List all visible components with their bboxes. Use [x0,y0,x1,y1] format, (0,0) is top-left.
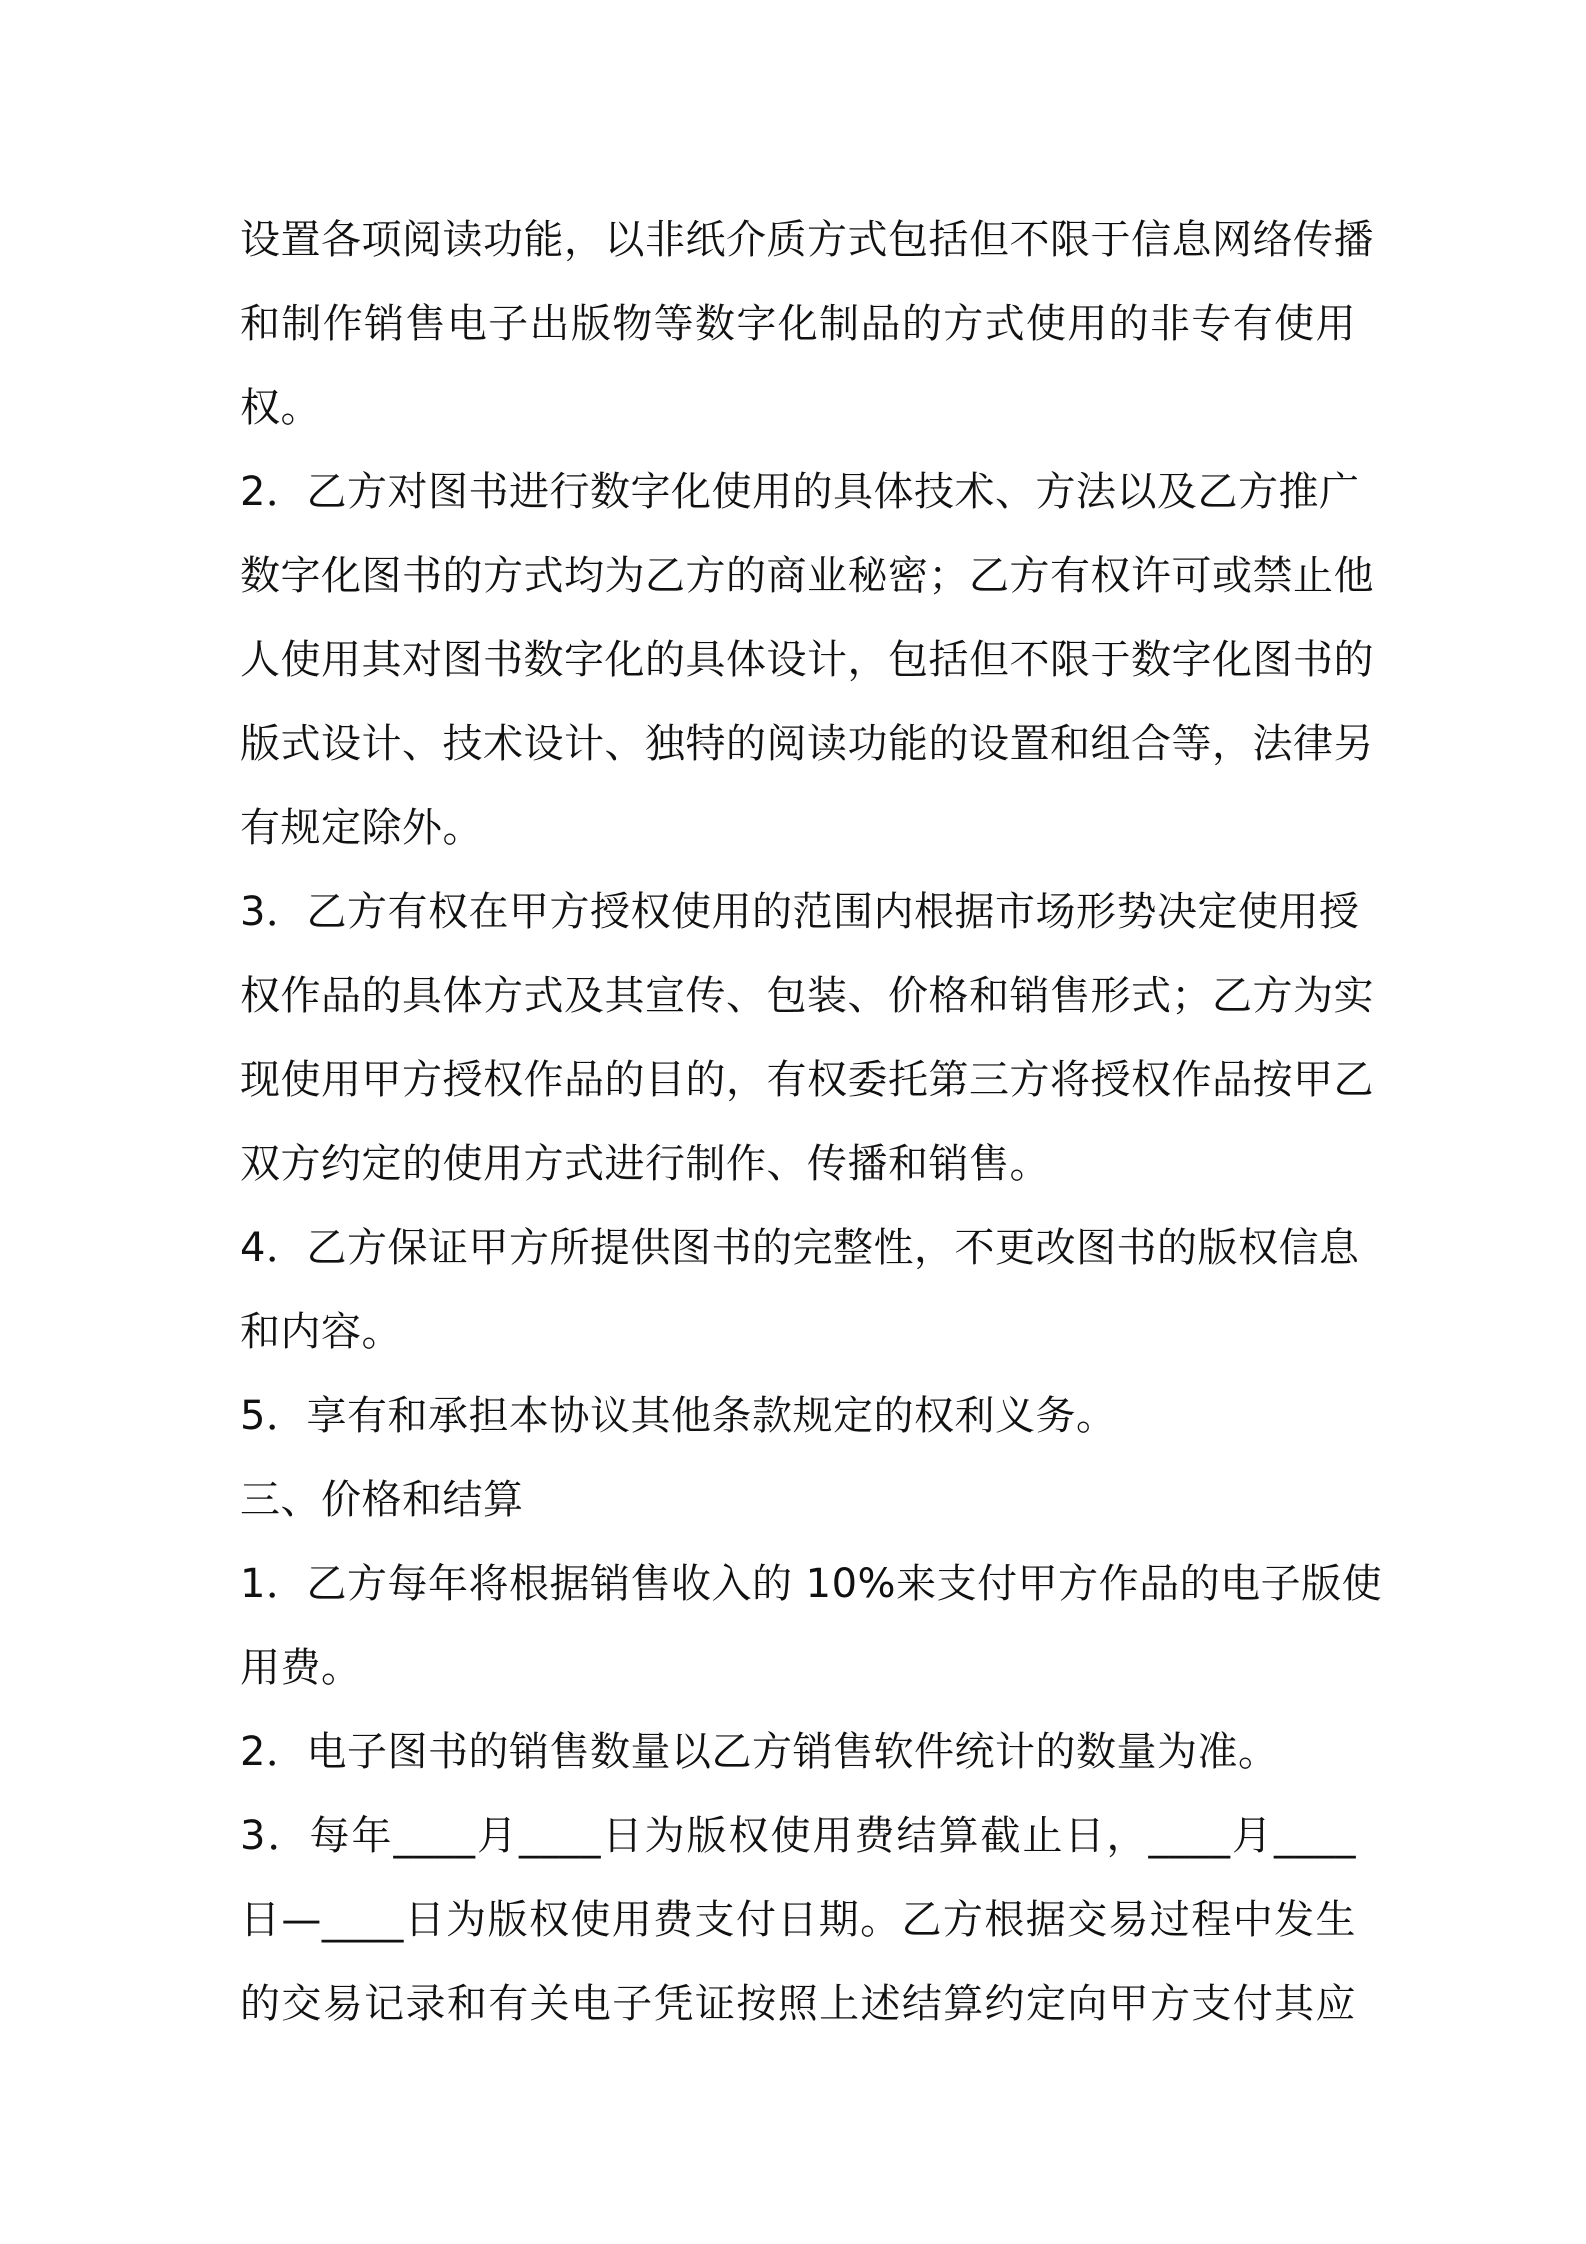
text-line: 有规定除外。 [240,805,483,851]
text-line: 现使用甲方授权作品的目的，有权委托第三方将授权作品按甲乙 [240,1057,1374,1103]
text-line: 双方约定的使用方式进行制作、传播和销售。 [240,1141,1050,1187]
text-line: 和内容。 [240,1309,402,1355]
text-line: 和制作销售电子出版物等数字化制品的方式使用的非专有使用 [240,301,1356,347]
text-line: 4．乙方保证甲方所提供图书的完整性，不更改图书的版权信息 [240,1225,1360,1271]
text-line: 权作品的具体方式及其宣传、包装、价格和销售形式；乙方为实 [240,973,1374,1019]
text-line: 版式设计、技术设计、独特的阅读功能的设置和组合等，法律另 [240,721,1374,767]
text-line: 数字化图书的方式均为乙方的商业秘密；乙方有权许可或禁止他 [240,553,1374,599]
text-line: 权。 [240,385,321,431]
text-line: 3．每年____月____日为版权使用费结算截止日，____月____ [240,1813,1356,1859]
section-heading: 三、价格和结算 [240,1477,524,1523]
text-line: 设置各项阅读功能，以非纸介质方式包括但不限于信息网络传播 [240,217,1374,263]
text-line: 用费。 [240,1645,362,1691]
text-line: 1．乙方每年将根据销售收入的 10%来支付甲方作品的电子版使 [240,1561,1383,1607]
text-line: 3．乙方有权在甲方授权使用的范围内根据市场形势决定使用授 [240,889,1360,935]
text-line: 5．享有和承担本协议其他条款规定的权利义务。 [240,1393,1117,1439]
document-body [240,198,1383,2046]
text-line: 日—____日为版权使用费支付日期。乙方根据交易过程中发生 [240,1897,1356,1943]
text-line: 人使用其对图书数字化的具体设计，包括但不限于数字化图书的 [240,637,1374,683]
text-line: 2．电子图书的销售数量以乙方销售软件统计的数量为准。 [240,1729,1279,1775]
text-line: 的交易记录和有关电子凭证按照上述结算约定向甲方支付其应 [240,1981,1356,2027]
text-line: 2．乙方对图书进行数字化使用的具体技术、方法以及乙方推广 [240,469,1360,515]
